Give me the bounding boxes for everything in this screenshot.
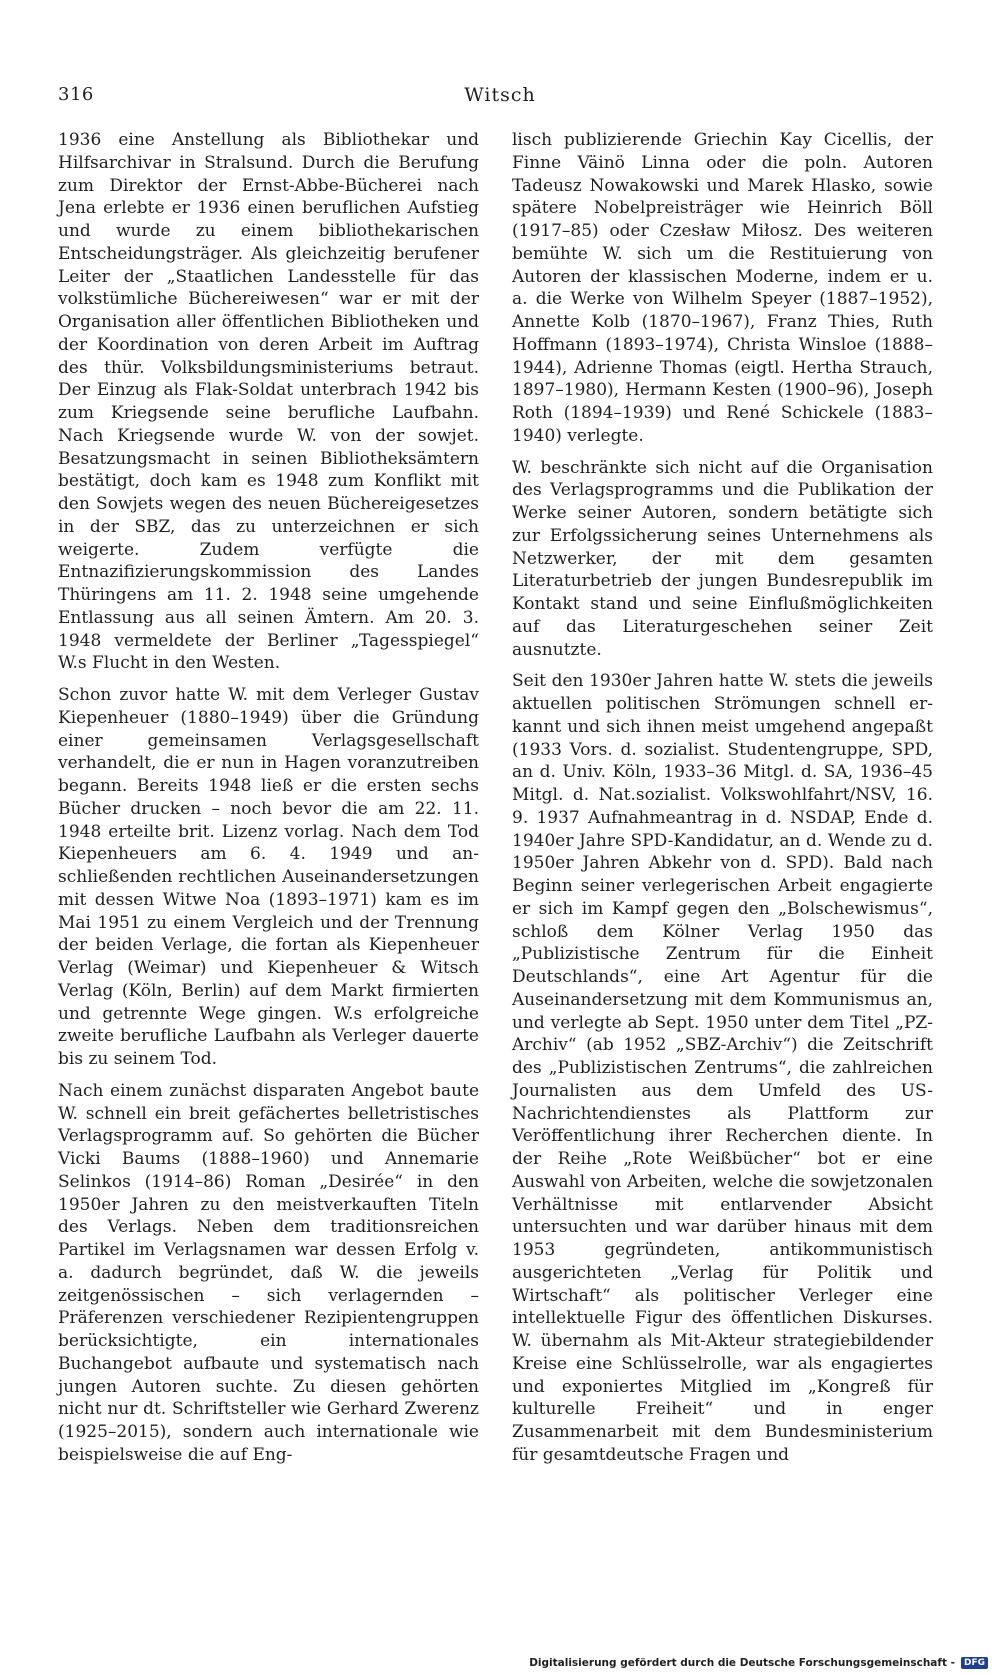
credit-text: Digitalisierung gefördert durch die Deutsche Forschungsgemeinschaft - xyxy=(529,1657,955,1669)
dfg-logo: DFG xyxy=(961,1657,988,1669)
paragraph: W. beschränkte sich nicht auf die Organisation des Verlagsprogramms und die Publikation der Werke seiner Autoren, sondern betätigte sich zur Erfolgssicherung seines Unternehmens als Netzwerker, der mit dem gesamten Literaturbetrieb der jungen Bundesrepublik im Kontakt stand und seine Einflußmöglichkeiten auf das Literaturgeschehen seiner Zeit ausnutzte. xyxy=(512,457,933,660)
paragraph: lisch publizierende Griechin Kay Cicellis, der Finne Väinö Linna oder die poln. Autoren Tadeusz Nowakowski und Marek Hlasko, sowie spätere Nobelpreisträger wie Heinrich Böll (1917–85) oder Czesław Miłosz. Des weiteren bemühte W. sich um die Restituierung von Autoren der klassischen Moderne, indem er u. a. die Werke von Wilhelm Speyer (1887–1952), Annette Kolb (1870–1967), Franz Thies, Ruth Hoffmann (1893–1974), Christa Winsloe (1888–1944), Adrienne Thomas (eigtl. Hertha Strauch, 1897–1980), Hermann Kesten (1900–96), Joseph Roth (1894–1939) und René Schickele (1883–1940) verlegte. xyxy=(512,130,933,446)
paragraph: Seit den 1930er Jahren hatte W. stets die jeweils aktuellen politischen Strömungen schnell erkannt und sich ihnen meist umgehend angepaßt (1933 Vors. d. sozialist. Studentengruppe, SPD, an d. Univ. Köln, 1933–36 Mitgl. d. SA, 1936–45 Mitgl. d. Nat.sozialist. Volkswohlfahrt/NSV, 16. 9. 1937 Aufnahmeantrag in d. NSDAP, Ende d. 1940er Jahre SPD-Kandidatur, an d. Wende zu d. 1950er Jahren Abkehr von d. SPD). Bald nach Beginn seiner verlegerischen Arbeit engagierte er sich im Kampf gegen den „Bolschewismus“, schloß dem Kölner Verlag 1950 das „Publizistische Zentrum für die Einheit Deutschlands“, eine Art Agentur für die Auseinandersetzung mit dem Kommunismus an, und verlegte ab Sept. 1950 unter dem Titel „PZ-Archiv“ (ab 1952 „SBZ-Archiv“) die Zeitschrift des „Publizistischen Zentrums“, die zahlreichen Journalisten aus dem Umfeld des US-Nachrichtendienstes als Plattform zur Veröffentlichung ihrer Recherchen diente. In der Reihe „Rote Weißbücher“ bot er eine Auswahl von Arbeiten, welche die sowjetzonalen Verhältnisse mit entlarvender Absicht untersuchten und war darüber hinaus mit dem 1953 gegründeten, antikommunistisch ausgerichteten „Verlag für Politik und Wirtschaft“ als politischer Verleger eine intellektuelle Figur des öffentlichen Diskurses. W. übernahm als Mit-Akteur strategiebildender Kreise eine Schlüsselrolle, war als engagiertes und exponiertes Mitglied im „Kongreß für kulturelle Freiheit“ und in enger Zusammenarbeit mit dem Bundesministerium für gesamtdeutsche Fragen und xyxy=(512,671,933,1465)
left-column xyxy=(58,129,479,1476)
right-column xyxy=(512,129,933,1476)
paragraph: 1936 eine Anstellung als Bibliothekar und Hilfsarchivar in Stralsund. Durch die Berufung zum Direktor der Ernst-Abbe-Bücherei nach Jena erlebte er 1936 einen beruflichen Aufstieg und wurde zu einem bibliothekarischen Entscheidungsträger. Als gleichzeitig berufener Leiter der „Staatlichen Landesstelle für das volkstümliche Büchereiwesen“ war er mit der Organisation aller öffentlichen Bibliotheken und der Koordination von deren Arbeit im Auftrag des thür. Volksbildungsministeriums betraut. Der Einzug als Flak-Soldat unterbrach 1942 bis zum Kriegsende seine berufliche Laufbahn. Nach Kriegsende wurde W. von der sowjet. Besatzungsmacht in seinen Bibliotheksämtern bestätigt, doch kam es 1948 zum Konflikt mit den Sowjets wegen des neuen Büchereigesetzes in der SBZ, das zu unterzeichnen er sich weigerte. Zudem verfügte die Entnazifizierungskommission des Landes Thüringens am 11. 2. 1948 seine umgehende Entlassung aus all seinen Ämtern. Am 20. 3. 1948 vermeldete der Berliner „Tagesspiegel“ W.s Flucht in den Westen. xyxy=(58,130,479,674)
paragraph: Schon zuvor hatte W. mit dem Verleger Gustav Kiepenheuer (1880–1949) über die Gründung einer gemeinsamen Verlagsgesellschaft verhandelt, die er nun in Hagen voranzutreiben begann. Bereits 1948 ließ er die ersten sechs Bücher drucken – noch bevor die am 22. 11. 1948 erteilte brit. Lizenz vorlag. Nach dem Tod Kiepenheuers am 6. 4. 1949 und anschließenden rechtlichen Auseinandersetzungen mit dessen Witwe Noa (1893–1971) kam es im Mai 1951 zu einem Vergleich und der Trennung der beiden Verlage, die fortan als Kiepenheuer Verlag (Weimar) und Kiepenheuer & Witsch Verlag (Köln, Berlin) auf dem Markt firmierten und getrennte Wege gingen. W.s erfolgreiche zweite berufliche Laufbahn als Verleger dauerte bis zu seinem Tod. xyxy=(58,685,479,1069)
paragraph: Nach einem zunächst disparaten Angebot baute W. schnell ein breit gefächertes belletristisches Verlagsprogramm auf. So gehörten die Bücher Vicki Baums (1888–1960) und Annemarie Selinkos (1914–86) Roman „Desirée“ in den 1950er Jahren zu den meistverkauften Titeln des Verlags. Neben dem traditionsreichen Partikel im Verlagsnamen war dessen Erfolg v. a. dadurch begründet, daß W. die jeweils zeitgenössischen – sich verlagernden – Präferenzen verschiedener Rezipientengruppen berücksichtigte, ein internationales Buchangebot aufbaute und systematisch nach jungen Autoren suchte. Zu diesen gehörten nicht nur dt. Schriftsteller wie Gerhard Zwerenz (1925–2015), sondern auch internationale wie beispielsweise die auf Eng- xyxy=(58,1080,479,1465)
digitization-credit xyxy=(529,1657,988,1669)
page-number: 316 xyxy=(58,84,94,105)
running-title: Witsch xyxy=(464,84,536,106)
